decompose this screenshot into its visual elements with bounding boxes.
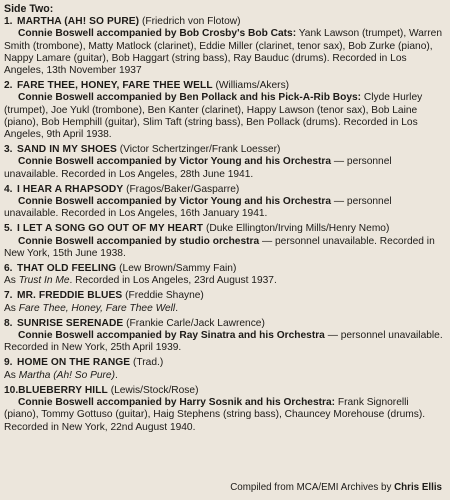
track-title: SAND IN MY SHOES xyxy=(17,144,117,156)
track-number: 1. xyxy=(4,16,13,28)
track-title: BLUEBERRY HILL xyxy=(18,384,108,396)
track-notes xyxy=(4,156,444,180)
track-details: Clyde Hurley (trumpet), Joe Yukl (trombone), Ben Kanter (clarinet), Happy Lawson (tenor sax), Bob Laine (piano), Bob Hemphill (guitar), Slim Taft (string bass), Ben Pollack (drums). Recorded in Los Angeles, 9th April 1938. xyxy=(4,92,423,141)
track-composers: (Lewis/Stock/Rose) xyxy=(107,384,199,396)
track-composers: (Lew Brown/Sammy Fain) xyxy=(116,263,237,275)
track-notes xyxy=(4,330,444,354)
track-number: 7. xyxy=(4,290,13,302)
track-performer: Connie Boswell accompanied by Ray Sinatra and his Orchestra xyxy=(18,330,325,342)
track-entry xyxy=(4,263,444,287)
track-heading xyxy=(4,357,444,369)
track-performer: Connie Boswell accompanied by studio orchestra xyxy=(18,235,260,247)
track-heading xyxy=(4,16,444,28)
track-composers: (Frankie Carle/Jack Lawrence) xyxy=(123,317,265,329)
track-number: 9. xyxy=(4,357,13,369)
credit-name: Chris Ellis xyxy=(394,481,442,493)
track-details: Frank Signorelli (piano), Tommy Gottuso (guitar), Haig Stephens (string bass), Chauncey Morehouse (drums). Recorded in New York, 22nd August 1940. xyxy=(4,397,426,433)
track-as-prefix: As xyxy=(4,302,19,314)
track-number: 3. xyxy=(4,144,13,156)
track-entry xyxy=(4,16,444,77)
track-details: — personnel unavailable. Recorded in New York, 15th June 1938. xyxy=(4,235,435,259)
track-details: — personnel unavailable. Recorded in Los Angeles, 16th January 1941. xyxy=(4,196,392,220)
track-number: 8. xyxy=(4,317,13,329)
track-notes xyxy=(4,275,444,287)
track-details: — personnel unavailable. Recorded in Los Angeles, 28th June 1941. xyxy=(4,156,392,180)
track-composers: (Williams/Akers) xyxy=(212,80,290,92)
track-heading xyxy=(4,263,444,275)
track-entry xyxy=(4,223,444,260)
track-number: 5. xyxy=(4,223,13,235)
track-entry xyxy=(4,144,444,181)
track-heading xyxy=(4,144,444,156)
track-title: SUNRISE SERENADE xyxy=(17,317,124,329)
track-as-title: Fare Thee, Honey, Fare Thee Well xyxy=(18,302,176,314)
track-entry xyxy=(4,385,444,434)
track-entry xyxy=(4,318,444,355)
track-entry xyxy=(4,184,444,221)
track-title: FARE THEE, HONEY, FARE THEE WELL xyxy=(17,80,213,92)
track-heading xyxy=(4,318,444,330)
track-composers: (Duke Ellington/Irving Mills/Henry Nemo) xyxy=(203,223,390,235)
side-title: Side Two: xyxy=(4,3,54,15)
track-composers: (Friedrich von Flotow) xyxy=(139,16,241,28)
track-entry xyxy=(4,80,444,141)
track-notes xyxy=(4,92,444,141)
track-as-prefix: As xyxy=(4,369,19,381)
track-performer: Connie Boswell accompanied by Victor Young and his Orchestra xyxy=(18,156,332,168)
track-composers: (Victor Schertzinger/Frank Loesser) xyxy=(116,144,281,156)
track-number: 4. xyxy=(4,183,13,195)
track-details: — personnel unavailable. Recorded in New York, 25th April 1939. xyxy=(4,330,443,354)
track-performer: Connie Boswell accompanied by Victor Young and his Orchestra xyxy=(18,196,332,208)
track-as-title: Martha (Ah! So Pure) xyxy=(18,369,115,381)
track-notes xyxy=(4,370,444,382)
track-heading xyxy=(4,290,444,302)
track-title: MR. FREDDIE BLUES xyxy=(17,290,123,302)
track-notes xyxy=(4,28,444,77)
track-notes xyxy=(4,236,444,260)
track-notes xyxy=(4,397,444,434)
track-heading xyxy=(4,385,444,397)
track-title: HOME ON THE RANGE xyxy=(17,357,131,369)
track-details: . xyxy=(175,302,179,314)
track-heading xyxy=(4,80,444,92)
track-title: MARTHA (AH! SO PURE) xyxy=(17,16,140,28)
track-composers: (Freddie Shayne) xyxy=(122,290,204,302)
track-performer: Connie Boswell accompanied by Bob Crosby's Bob Cats: xyxy=(18,28,297,40)
track-details: . xyxy=(115,369,118,381)
track-number: 2. xyxy=(4,80,13,92)
track-number: 6. xyxy=(4,263,13,275)
track-composers: (Trad.) xyxy=(130,357,164,369)
track-as-title: Trust In Me xyxy=(18,275,70,287)
track-title: I LET A SONG GO OUT OF MY HEART xyxy=(17,223,204,235)
credit-prefix: Compiled from MCA/EMI Archives by xyxy=(230,481,395,493)
track-entry xyxy=(4,290,444,314)
track-as-prefix: As xyxy=(4,275,19,287)
track-composers: (Fragos/Baker/Gasparre) xyxy=(123,183,240,195)
track-details: Yank Lawson (trumpet), Warren Smith (trombone), Matty Matlock (clarinet), Eddie Miller (clarinet, tenor sax), Bob Zurke (piano), Nappy Lamare (guitar), Bob Haggart (string bass), Ray Bauduc (drums). Recorded in Los Angeles, 13th November 1937 xyxy=(4,28,442,77)
compilation-credit xyxy=(230,482,442,494)
track-title: THAT OLD FEELING xyxy=(17,263,117,275)
track-heading xyxy=(4,223,444,235)
track-number: 10. xyxy=(4,384,19,396)
track-details: . Recorded in Los Angeles, 23rd August 1937. xyxy=(69,275,277,287)
track-notes xyxy=(4,303,444,315)
track-title: I HEAR A RHAPSODY xyxy=(17,183,124,195)
track-performer: Connie Boswell accompanied by Ben Pollack and his Pick-A-Rib Boys: xyxy=(18,92,362,104)
track-entry xyxy=(4,357,444,381)
track-performer: Connie Boswell accompanied by Harry Sosnik and his Orchestra: xyxy=(18,397,336,409)
track-heading xyxy=(4,184,444,196)
track-notes xyxy=(4,196,444,220)
